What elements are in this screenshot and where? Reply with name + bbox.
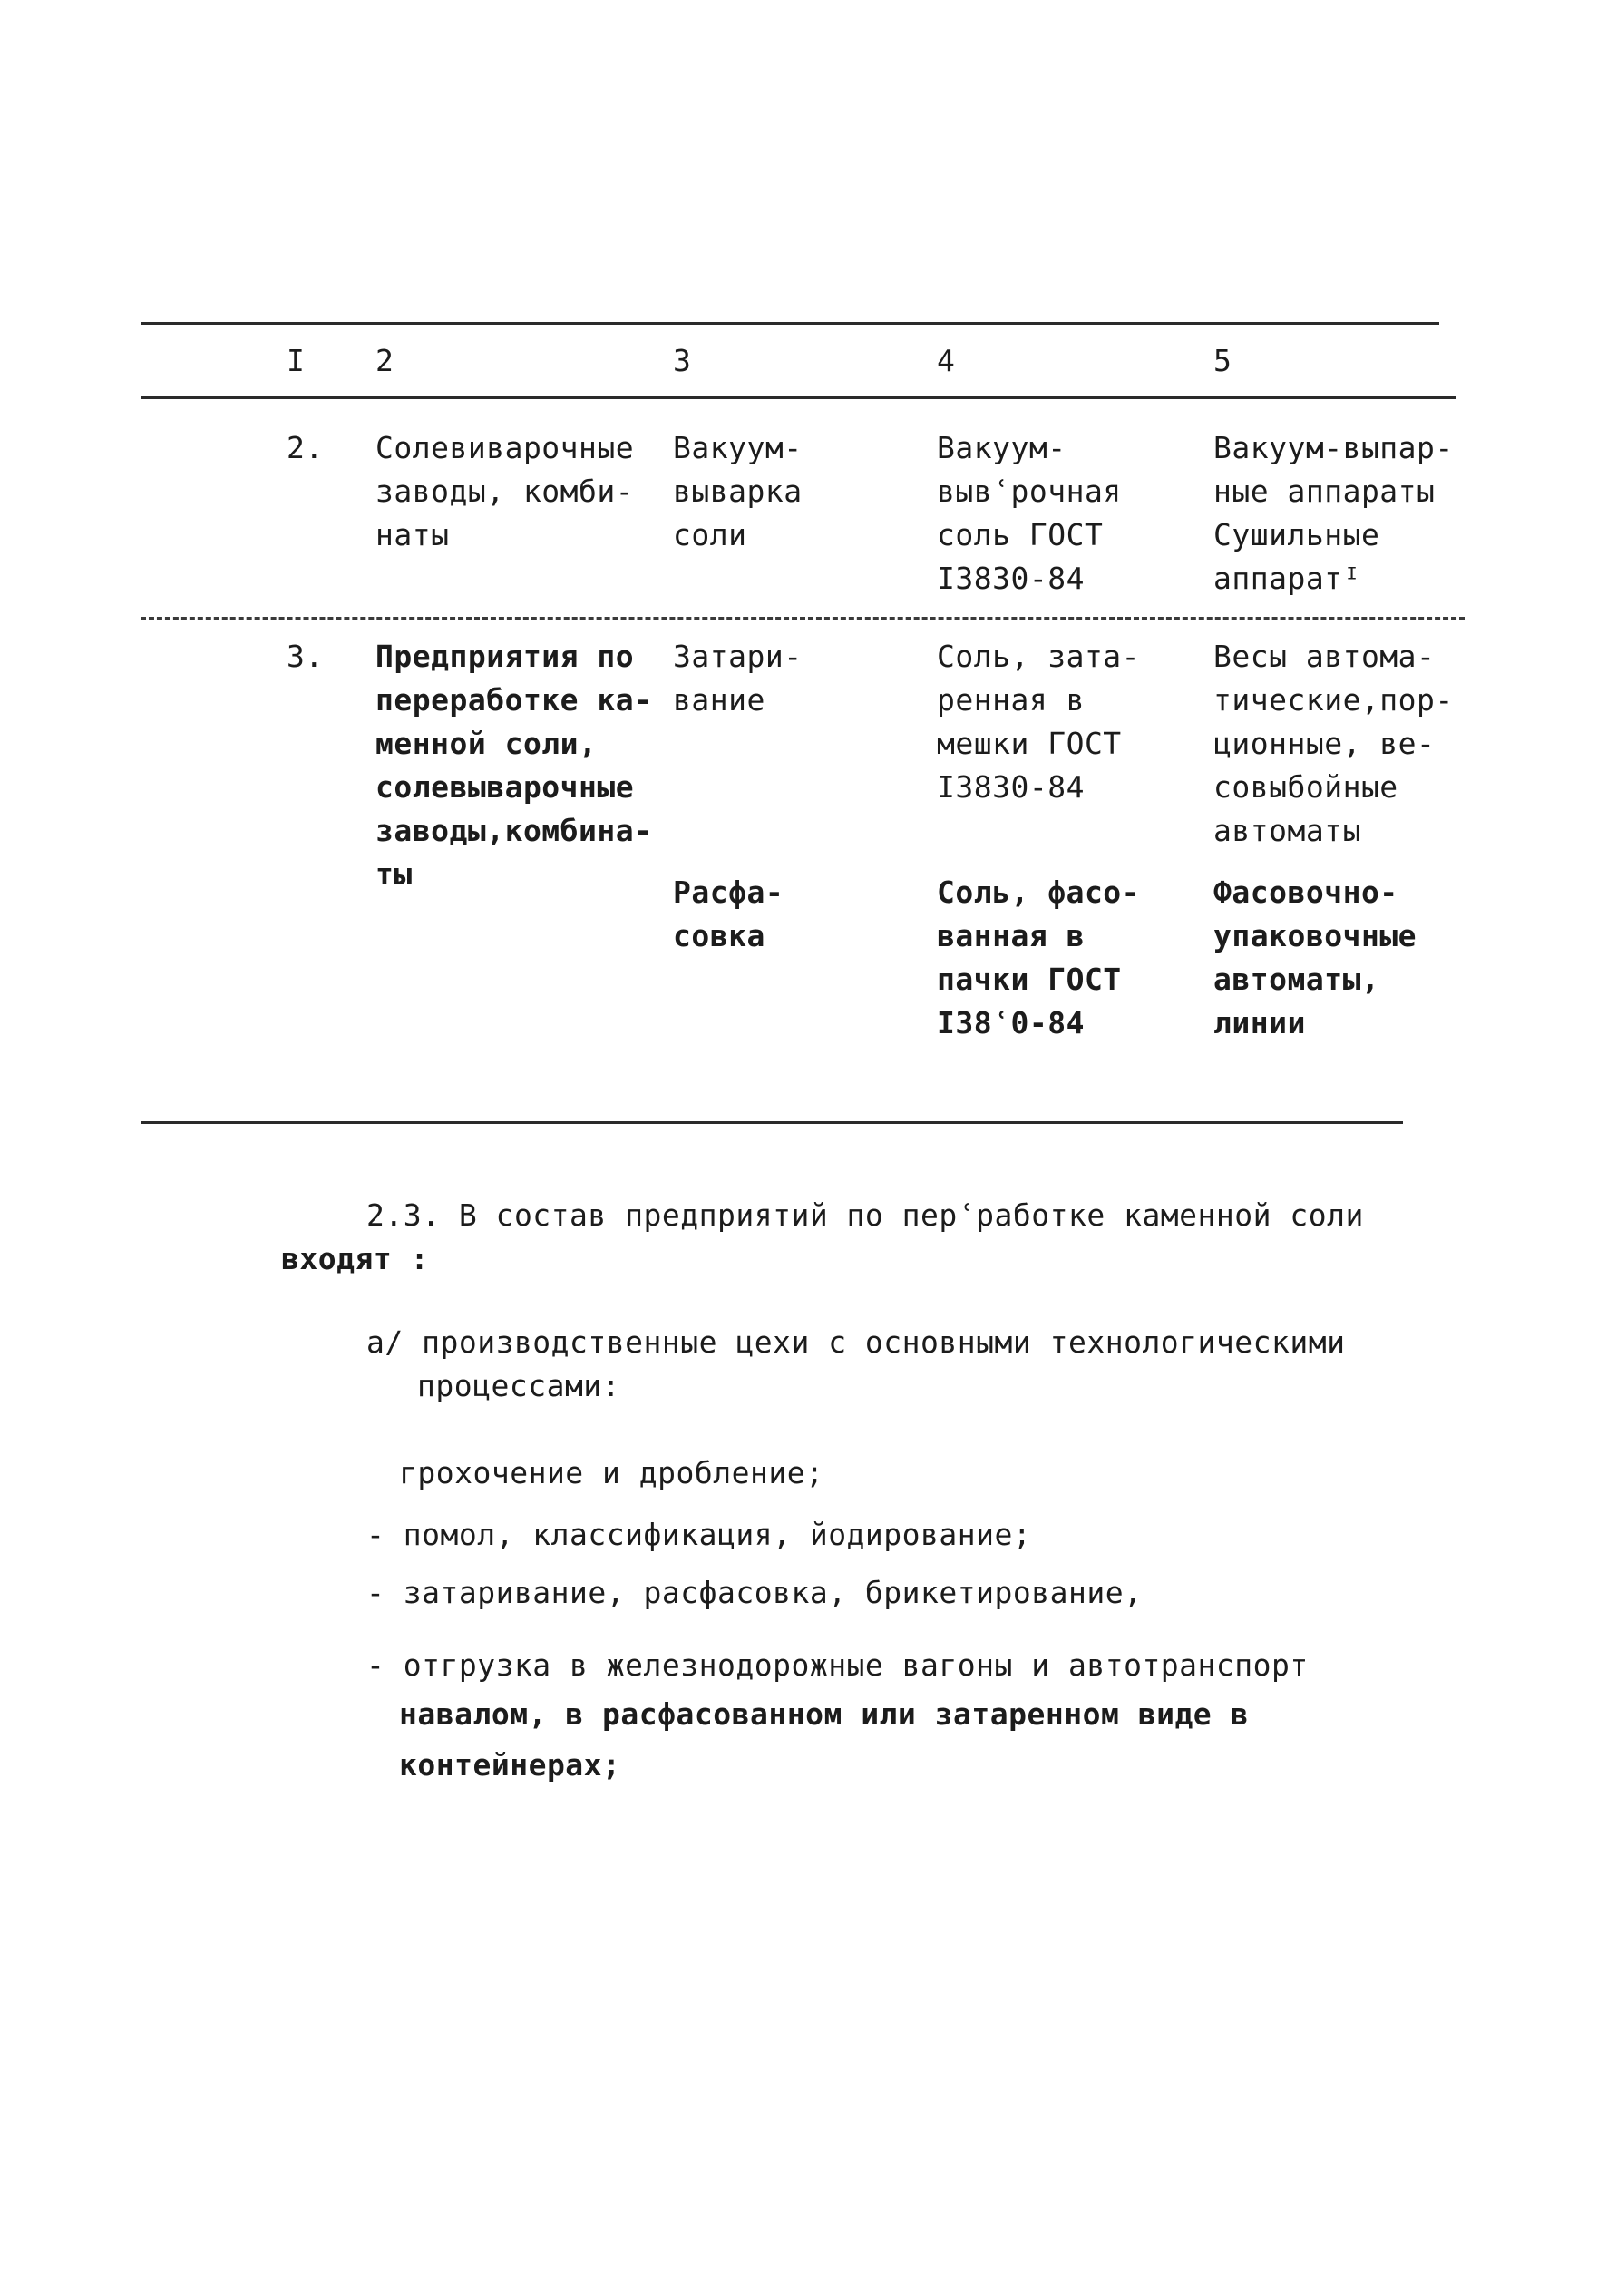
table-header-col3: 3	[673, 343, 691, 378]
table-row2-product: Вакуум- вывʿрочная соль ГОСТ I3830-84	[937, 430, 1122, 596]
table-row2-equipment: Вакуум-выпар- ные аппараты Сушильные аппаратᴵ	[1213, 430, 1454, 596]
table-row3-enterprise: Предприятия по переработке ка- менной соли, солевыварочные заводы,комбина- ты	[375, 639, 653, 892]
table-row3-num: 3.	[287, 639, 324, 674]
table-header-col1: I	[287, 343, 305, 378]
list-item-4-cont-line2: контейнерах;	[399, 1747, 621, 1783]
list-item-1: грохочение и дробление;	[399, 1455, 824, 1490]
table-row2-enterprise: Солевиварочные заводы, комби- наты	[375, 430, 635, 552]
table-row3b-product: Соль, фасо- ванная в пачки ГОСТ I38ʿ0-84	[937, 874, 1141, 1041]
table-bottom-rule	[141, 1121, 1403, 1124]
table-row3-process: Затари- вание	[673, 639, 803, 718]
section-intro-line2: входят :	[281, 1241, 429, 1276]
list-item-2: - помол, классификация, йодирование;	[366, 1517, 1032, 1552]
table-row-divider	[141, 617, 1465, 620]
table-header-col4: 4	[937, 343, 955, 378]
item-a-line2: процессами:	[417, 1368, 621, 1403]
table-row2-process: Вакуум- выварка соли	[673, 430, 803, 552]
list-item-3: - затаривание, расфасовка, брикетирование,	[366, 1575, 1143, 1610]
table-row3b-equipment: Фасовочно- упаковочные автоматы, линии	[1213, 874, 1417, 1041]
item-a-line1: а/ производственные цехи с основными технологическими	[366, 1324, 1346, 1360]
section-intro-line1: 2.3. В состав предприятий по перʿработке каменной соли	[366, 1197, 1364, 1233]
table-top-rule	[141, 322, 1439, 325]
table-row3-product: Соль, зата- ренная в мешки ГОСТ I3830-84	[937, 639, 1141, 805]
list-item-4: - отгрузка в железнодорожные вагоны и автотранспорт	[366, 1647, 1309, 1683]
list-item-4-cont-line1: навалом, в расфасованном или затаренном виде в	[399, 1696, 1249, 1732]
table-row3b-process: Расфа- совка	[673, 874, 784, 953]
table-header-col5: 5	[1213, 343, 1232, 378]
table-row3-equipment: Весы автома- тические,пор- ционные, ве- совыбойные автоматы	[1213, 639, 1454, 848]
table-row2-num: 2.	[287, 430, 324, 465]
table-header-rule	[141, 396, 1456, 399]
table-header-col2: 2	[375, 343, 394, 378]
